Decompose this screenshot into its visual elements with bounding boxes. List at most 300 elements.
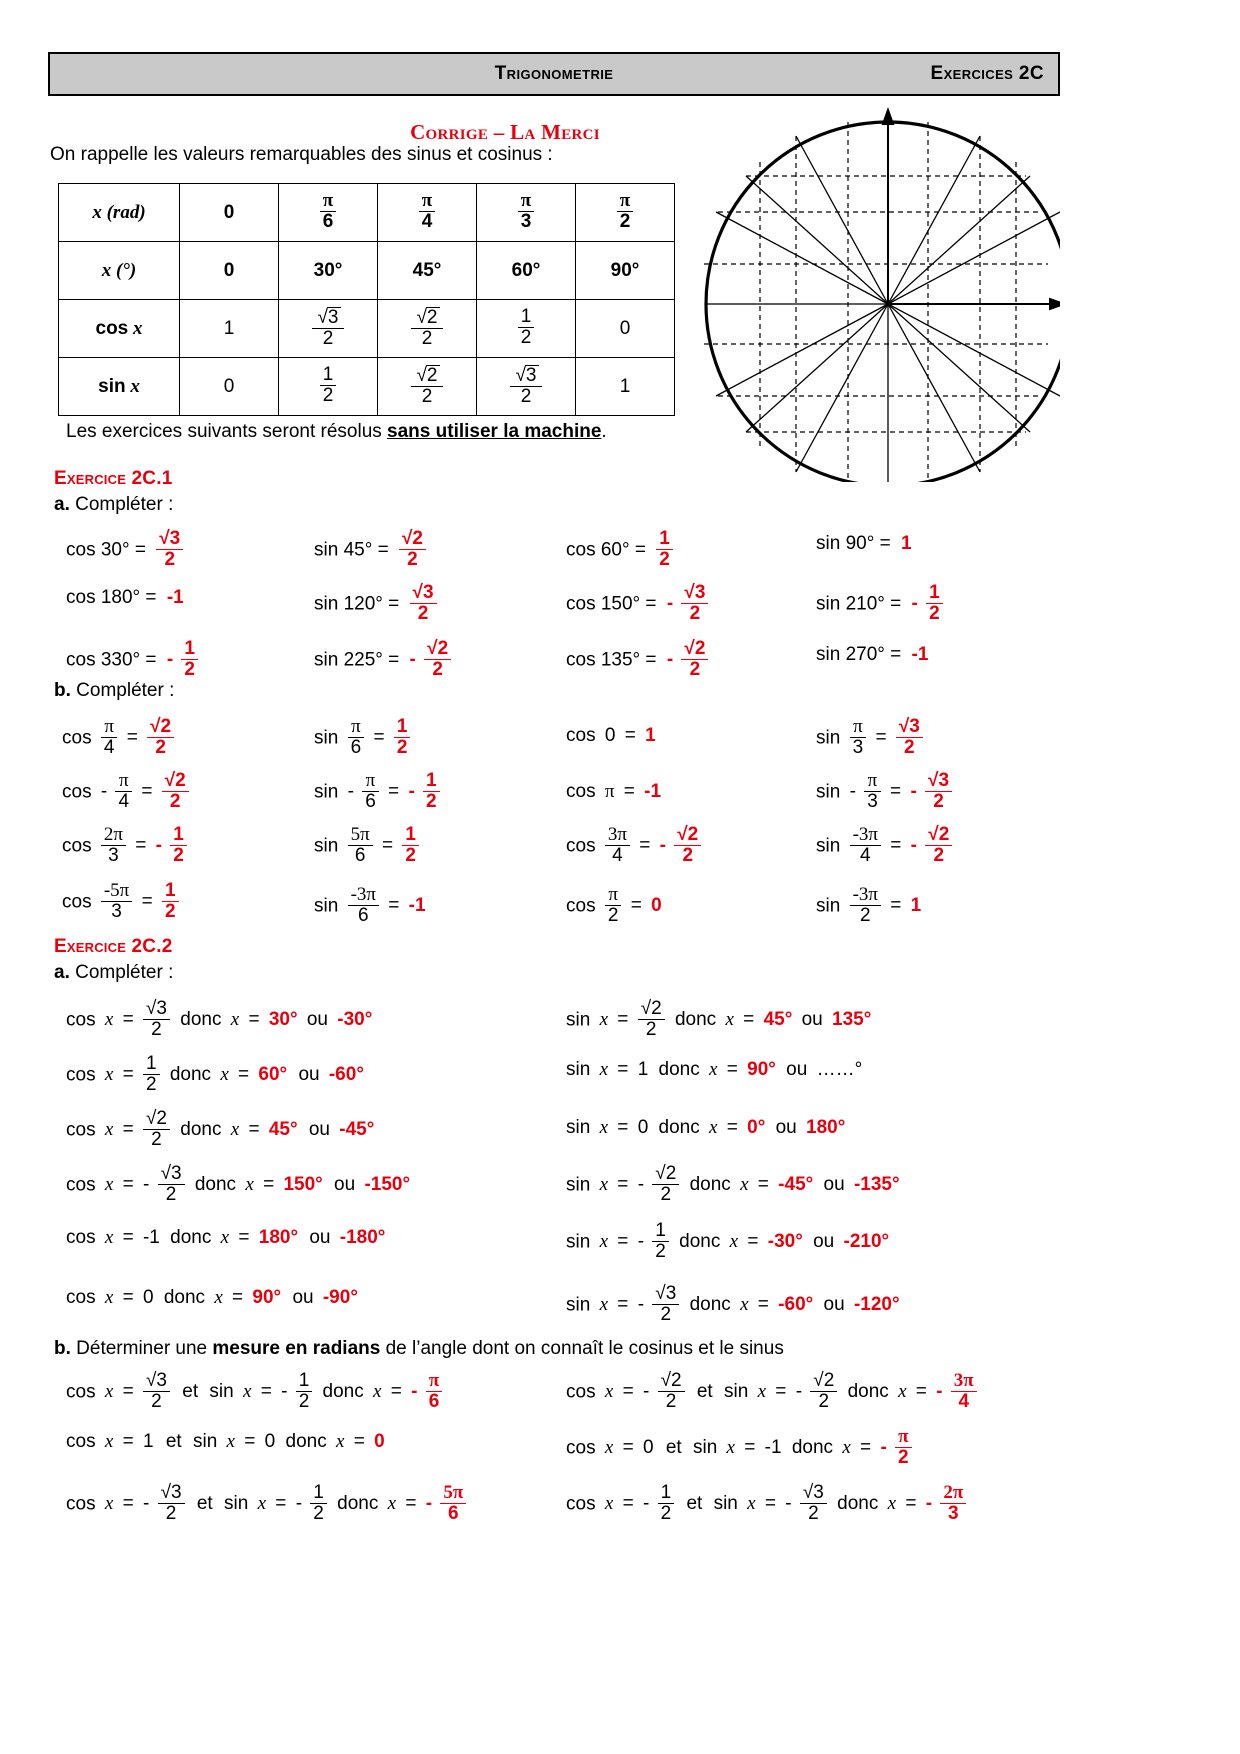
function-name: sin xyxy=(816,727,841,749)
eq-lhs: cos 330° = xyxy=(66,649,157,671)
cell-rad-pi4 xyxy=(378,184,477,242)
equals-sign: = xyxy=(122,1431,134,1452)
denominator: 2 xyxy=(652,1304,679,1325)
answer-2: -90° xyxy=(322,1287,358,1308)
denominator: 2 xyxy=(147,737,174,758)
answer-fraction xyxy=(402,825,419,866)
equals-sign: = xyxy=(747,1231,759,1253)
denominator: 4 xyxy=(850,845,881,866)
equals-sign: = xyxy=(764,1493,776,1515)
numerator: π xyxy=(853,716,863,737)
ou-word: ou xyxy=(823,1174,845,1196)
numerator: √2 xyxy=(640,998,662,1019)
equals-sign: = xyxy=(757,1174,769,1196)
variable-x: x xyxy=(709,1117,718,1138)
numerator: √3 xyxy=(159,528,181,549)
denominator: 2 xyxy=(925,791,952,812)
cell-sin-pi4 xyxy=(378,358,477,416)
answer-fraction xyxy=(426,1371,443,1412)
variable-x: x xyxy=(104,1009,114,1031)
answer-1: -60° xyxy=(778,1294,814,1316)
cell-sin-pi6 xyxy=(279,358,378,416)
donc-word: donc xyxy=(689,1174,731,1196)
et-word: et xyxy=(696,1381,713,1403)
argument-fraction xyxy=(864,771,881,812)
donc-word: donc xyxy=(837,1493,879,1515)
denominator: 4 xyxy=(951,1391,977,1412)
equals-sign: = xyxy=(617,1231,629,1253)
value-fraction xyxy=(158,1164,185,1205)
variable-x: x xyxy=(604,1437,614,1459)
function-name: cos xyxy=(566,835,596,857)
equals-sign: = xyxy=(617,1009,629,1031)
function-name: sin xyxy=(314,835,339,857)
no-calculator-note xyxy=(66,421,607,443)
denominator: 2 xyxy=(925,845,952,866)
equals-sign: = xyxy=(905,1493,917,1515)
eq-cos-2pi-3 xyxy=(62,826,187,867)
denominator: 2 xyxy=(143,1074,160,1095)
numerator: √2 xyxy=(677,824,699,845)
numerator: √2 xyxy=(813,1370,835,1391)
variable-x: x xyxy=(336,1431,345,1452)
intro-text: On rappelle les valeurs remarquables des sinus et cosinus : xyxy=(50,144,553,165)
eq-cos-neg-pi-4 xyxy=(62,772,189,813)
function-name: sin xyxy=(566,1231,591,1253)
variable-x: x xyxy=(887,1493,897,1515)
cell-cos-pi4 xyxy=(378,300,477,358)
ou-word: ou xyxy=(298,1064,320,1086)
variable-x: x xyxy=(214,1287,223,1308)
numerator-1: 1 xyxy=(322,364,334,386)
answer-sign: - xyxy=(910,835,917,857)
donc-word: donc xyxy=(170,1227,212,1248)
denominator: 2 xyxy=(402,845,419,866)
answer-1: 30° xyxy=(268,1009,298,1031)
exercise-2c2-heading: Exercice 2C.2 xyxy=(54,936,173,957)
value: 1 xyxy=(637,1059,649,1080)
argument-fraction xyxy=(850,717,867,758)
trigonometric-circle-figure xyxy=(688,104,1060,482)
answer-2: -60° xyxy=(328,1064,364,1086)
denominator: 2 xyxy=(656,549,673,570)
numerator: 1 xyxy=(660,1482,672,1503)
answer-1: 180° xyxy=(258,1227,299,1248)
ou-word: ou xyxy=(801,1009,823,1031)
equals-sign: = xyxy=(122,1493,134,1515)
answer-2: -150° xyxy=(364,1174,411,1196)
numerator: 1 xyxy=(655,1220,666,1241)
exercise-2c2-part-b xyxy=(54,1338,784,1360)
equals-sign: = xyxy=(726,1117,738,1138)
denominator: 2 xyxy=(424,659,451,680)
equals-sign: = xyxy=(743,1009,755,1031)
answer-fraction xyxy=(940,1483,966,1524)
donc-word: donc xyxy=(180,1009,222,1031)
numerator: 1 xyxy=(145,1053,157,1074)
denominator: 2 xyxy=(674,845,701,866)
variable-x: x xyxy=(599,1059,609,1080)
equals-sign: = xyxy=(141,891,153,913)
denominator: 3 xyxy=(101,901,132,922)
numerator: 1 xyxy=(184,638,195,659)
numerator: -5π xyxy=(103,880,130,901)
pi-symbol: π xyxy=(421,190,433,212)
eq2b-left-1 xyxy=(66,1372,442,1413)
variable-x: x xyxy=(230,1009,240,1031)
eq2a-left-5 xyxy=(66,1228,385,1247)
answer-sign: - xyxy=(910,781,917,803)
note-after: . xyxy=(601,421,607,442)
equals-sign: = xyxy=(126,727,138,749)
cos-label: cos xyxy=(66,1381,96,1403)
denominator: 2 xyxy=(296,1391,313,1412)
argument-fraction xyxy=(605,885,622,926)
pi-symbol: π xyxy=(520,190,532,212)
denominator: 2 xyxy=(170,845,187,866)
cos-value-fraction xyxy=(143,1371,170,1412)
answer-sign: - xyxy=(425,1493,433,1515)
answer-2-blank: ……° xyxy=(816,1059,863,1080)
part-b-label: b. xyxy=(54,1338,71,1359)
variable-x: x xyxy=(604,1381,614,1403)
part-a-text: Compléter : xyxy=(75,494,174,515)
eq-sin270 xyxy=(816,645,928,664)
equals-sign: = xyxy=(860,1437,872,1459)
denominator: 4 xyxy=(605,845,630,866)
numerator: -3π xyxy=(350,884,376,905)
eq-sin-pi-3 xyxy=(816,718,923,759)
ou-word: ou xyxy=(306,1009,328,1031)
answer-value: 0 xyxy=(374,1431,385,1452)
variable-x: x xyxy=(729,1231,739,1253)
variable-x: x xyxy=(726,1437,735,1459)
cos-value-sign: - xyxy=(642,1493,650,1515)
value-fraction xyxy=(143,1054,160,1095)
variable-x: x xyxy=(373,1381,382,1403)
answer-fraction xyxy=(926,583,943,624)
numerator: 1 xyxy=(405,824,416,845)
cos-value: 0 xyxy=(642,1437,654,1459)
argument-fraction xyxy=(101,825,126,866)
eq-cos180 xyxy=(66,588,184,607)
sin-value-fraction xyxy=(310,1483,327,1524)
eq-lhs: sin 225° = xyxy=(314,649,400,671)
sin-label: sin xyxy=(724,1381,749,1403)
eq-cos30 xyxy=(66,530,183,571)
table-row-cos xyxy=(59,300,675,358)
equals-sign: = xyxy=(639,835,651,857)
function-name: cos xyxy=(566,895,596,917)
numerator: √2 xyxy=(660,1370,682,1391)
remarkable-values-table xyxy=(58,183,675,416)
answer-1: -45° xyxy=(778,1174,814,1196)
equals-sign: = xyxy=(624,725,636,746)
numerator: -3π xyxy=(852,824,878,845)
cell-rad-pi3 xyxy=(477,184,576,242)
variable-x: x xyxy=(104,1174,114,1196)
equals-sign: = xyxy=(622,1381,634,1403)
argument-fraction xyxy=(115,771,132,812)
answer-2: 135° xyxy=(832,1009,872,1031)
numerator: 5π xyxy=(350,824,370,845)
denominator: 2 xyxy=(143,1129,170,1150)
sin-value-fraction xyxy=(296,1371,313,1412)
answer-fraction xyxy=(181,639,198,680)
numerator: 1 xyxy=(929,582,940,603)
cell-deg-90: 90° xyxy=(576,242,675,300)
answer-fraction xyxy=(681,583,708,624)
argument-sign: - xyxy=(849,781,856,803)
equals-sign: = xyxy=(373,727,385,749)
variable-x: x xyxy=(842,1437,851,1459)
donc-word: donc xyxy=(658,1117,700,1138)
eq-lhs: sin 210° = xyxy=(816,593,902,615)
eq2b-right-2 xyxy=(566,1428,912,1469)
numerator: √3 xyxy=(412,582,434,603)
function-name: cos xyxy=(566,781,596,802)
cos-value-fraction xyxy=(158,1483,185,1524)
cell-rad-pi2 xyxy=(576,184,675,242)
variable-x: x xyxy=(220,1227,230,1248)
numerator: √2 xyxy=(145,1108,167,1129)
numerator: 1 xyxy=(396,716,408,737)
header-title: Trigonometrie xyxy=(494,63,614,84)
equals-sign: = xyxy=(915,1381,927,1403)
denominator-6: 6 xyxy=(320,211,337,232)
pi-symbol: π xyxy=(619,190,631,212)
denominator: 6 xyxy=(440,1503,466,1524)
argument-fraction xyxy=(101,717,118,758)
donc-word: donc xyxy=(689,1294,731,1316)
variable-x: x xyxy=(898,1381,907,1403)
equals-sign: = xyxy=(630,895,642,917)
variable-x: x xyxy=(226,1431,235,1452)
cos-value-sign: - xyxy=(642,1381,650,1403)
function-name: sin xyxy=(566,1117,591,1138)
function-name: sin xyxy=(566,1174,591,1196)
eq-sin225 xyxy=(314,640,451,681)
numerator: √2 xyxy=(164,770,186,791)
eq-cos-0 xyxy=(566,726,656,745)
cell-cos-pi3 xyxy=(477,300,576,358)
answer-sign: - xyxy=(408,781,415,803)
numerator: 2π xyxy=(943,1482,964,1503)
answer-fraction xyxy=(399,529,426,570)
denominator-2: 2 xyxy=(320,385,337,406)
sin-label: sin xyxy=(192,1431,218,1452)
cos-label: cos xyxy=(95,317,129,339)
function-name: sin xyxy=(314,727,339,749)
cos-value-sign: - xyxy=(142,1493,150,1515)
part-a-text: Compléter : xyxy=(75,962,174,983)
eq-sin-neg3pi-2 xyxy=(816,886,921,927)
answer-sign: - xyxy=(166,649,174,671)
denominator: 2 xyxy=(658,1391,685,1412)
value: 0 xyxy=(637,1117,649,1138)
numerator: √2 xyxy=(684,638,706,659)
eq-lhs: cos 135° = xyxy=(566,649,657,671)
denominator: 2 xyxy=(310,1503,327,1524)
answer-fraction xyxy=(423,771,440,812)
sqrt-2: √2 xyxy=(416,306,438,328)
et-word: et xyxy=(665,1437,682,1459)
answer-2: -30° xyxy=(337,1009,373,1031)
equals-sign: = xyxy=(122,1227,134,1248)
part-a-label: a. xyxy=(54,494,70,515)
answer-fraction xyxy=(681,639,708,680)
eq2b-right-1 xyxy=(566,1372,977,1413)
equals-sign: = xyxy=(122,1119,134,1141)
answer-2: -210° xyxy=(843,1231,890,1253)
value-sign: - xyxy=(637,1231,645,1253)
answer-sign: - xyxy=(936,1381,943,1403)
numerator: π xyxy=(608,884,618,905)
equals-sign: = xyxy=(260,1381,272,1403)
numerator: √3 xyxy=(684,582,706,603)
et-word: et xyxy=(686,1493,703,1515)
cos-value-fraction xyxy=(658,1371,685,1412)
denominator: 6 xyxy=(426,1391,443,1412)
variable-x: x xyxy=(599,1117,609,1138)
sqrt-3: √3 xyxy=(317,306,339,328)
et-word: et xyxy=(182,1381,199,1403)
eq-cos135 xyxy=(566,640,708,681)
argument-fraction xyxy=(850,885,881,926)
variable-x: x xyxy=(104,1431,114,1452)
argument-fraction xyxy=(362,771,379,812)
answer-fraction xyxy=(440,1483,466,1524)
denominator: 2 xyxy=(605,905,622,926)
part-b-bold: mesure en radians xyxy=(212,1338,381,1359)
answer-1: -30° xyxy=(767,1231,803,1253)
cell-deg-60: 60° xyxy=(477,242,576,300)
sin-value-fraction xyxy=(810,1371,837,1412)
value-fraction xyxy=(652,1284,679,1325)
numerator: √3 xyxy=(928,770,950,791)
function-name: cos xyxy=(62,891,92,913)
equals-sign: = xyxy=(617,1117,629,1138)
function-name: sin xyxy=(314,781,339,803)
table-row-sin xyxy=(59,358,675,416)
sin-value-sign: - xyxy=(295,1493,303,1515)
donc-word: donc xyxy=(194,1174,237,1196)
denominator: 2 xyxy=(810,1391,837,1412)
denominator: 4 xyxy=(115,791,132,812)
answer-fraction xyxy=(156,529,183,570)
sin-value: -1 xyxy=(764,1437,782,1459)
numerator: 3π xyxy=(607,824,627,845)
equals-sign: = xyxy=(244,1431,256,1452)
denominator: 2 xyxy=(181,659,198,680)
answer-1: 90° xyxy=(747,1059,776,1080)
cos-value: 1 xyxy=(142,1431,154,1452)
equals-sign: = xyxy=(890,835,902,857)
eq-sin-neg3pi-4 xyxy=(816,826,952,867)
variable-x: x xyxy=(604,1493,614,1515)
function-name: cos xyxy=(566,725,596,746)
answer-2: -120° xyxy=(853,1294,900,1316)
answer-fraction xyxy=(424,639,451,680)
donc-word: donc xyxy=(337,1493,379,1515)
function-name: sin xyxy=(566,1294,591,1316)
argument-fraction xyxy=(348,825,373,866)
variable-x: x xyxy=(104,1119,114,1141)
sin-value-sign: - xyxy=(795,1381,803,1403)
sin-label: sin xyxy=(713,1493,738,1515)
function-name: sin xyxy=(816,895,841,917)
denominator: 2 xyxy=(652,1241,669,1262)
denominator: 2 xyxy=(658,1503,675,1524)
denominator: 2 xyxy=(652,1184,679,1205)
numerator: √3 xyxy=(145,998,167,1019)
function-name: cos xyxy=(66,1064,96,1086)
value-fraction xyxy=(638,999,665,1040)
function-name: cos xyxy=(62,781,92,803)
eq2a-left-6 xyxy=(66,1288,358,1307)
equals-sign: = xyxy=(353,1431,365,1452)
donc-word: donc xyxy=(180,1119,222,1141)
row-label-rad: x (rad) xyxy=(59,184,180,242)
function-name: sin xyxy=(816,781,841,803)
row-label-cos xyxy=(59,300,180,358)
argument-sign: - xyxy=(347,781,354,803)
denominator: 2 xyxy=(158,1503,185,1524)
equals-sign: = xyxy=(617,1294,629,1316)
et-word: et xyxy=(196,1493,213,1515)
answer-1: 150° xyxy=(283,1174,323,1196)
eq-cos150 xyxy=(566,584,708,625)
numerator: 1 xyxy=(173,824,184,845)
denominator-2: 2 xyxy=(617,211,634,232)
denominator: 2 xyxy=(895,1447,912,1468)
numerator: √3 xyxy=(160,1482,182,1503)
variable-x: x xyxy=(242,1381,252,1403)
donc-word: donc xyxy=(163,1287,206,1308)
eq-lhs: cos 150° = xyxy=(566,593,657,615)
answer-1: 60° xyxy=(258,1064,288,1086)
variable-x: x xyxy=(104,1287,114,1308)
denominator: 2 xyxy=(143,1019,170,1040)
numerator: √3 xyxy=(655,1283,677,1304)
equals-sign: = xyxy=(775,1381,787,1403)
variable-x: x xyxy=(104,1064,114,1086)
denominator: 2 xyxy=(423,791,440,812)
answer-fraction xyxy=(925,825,952,866)
equals-sign: = xyxy=(232,1287,244,1308)
denominator: 2 xyxy=(162,901,179,922)
exercise-2c1-part-a xyxy=(54,494,173,516)
equals-sign: = xyxy=(275,1493,287,1515)
equals-sign: = xyxy=(744,1437,756,1459)
variable-x: x xyxy=(387,1493,397,1515)
numerator: π xyxy=(867,770,878,791)
eq-cos-3pi-4 xyxy=(566,826,701,867)
equals-sign: = xyxy=(135,835,147,857)
ou-word: ou xyxy=(292,1287,314,1308)
equals-sign: = xyxy=(388,895,400,917)
variable-x: x xyxy=(104,1493,114,1515)
variable-x: x xyxy=(599,1231,609,1253)
numerator: 1 xyxy=(164,880,176,901)
answer-fraction xyxy=(410,583,437,624)
answer-sign: - xyxy=(880,1437,887,1459)
function-name: cos xyxy=(66,1119,96,1141)
denominator: 6 xyxy=(348,905,379,926)
eq-cos-pi-2 xyxy=(566,886,662,927)
answer-2: -180° xyxy=(339,1227,386,1248)
answer-fraction xyxy=(394,717,411,758)
